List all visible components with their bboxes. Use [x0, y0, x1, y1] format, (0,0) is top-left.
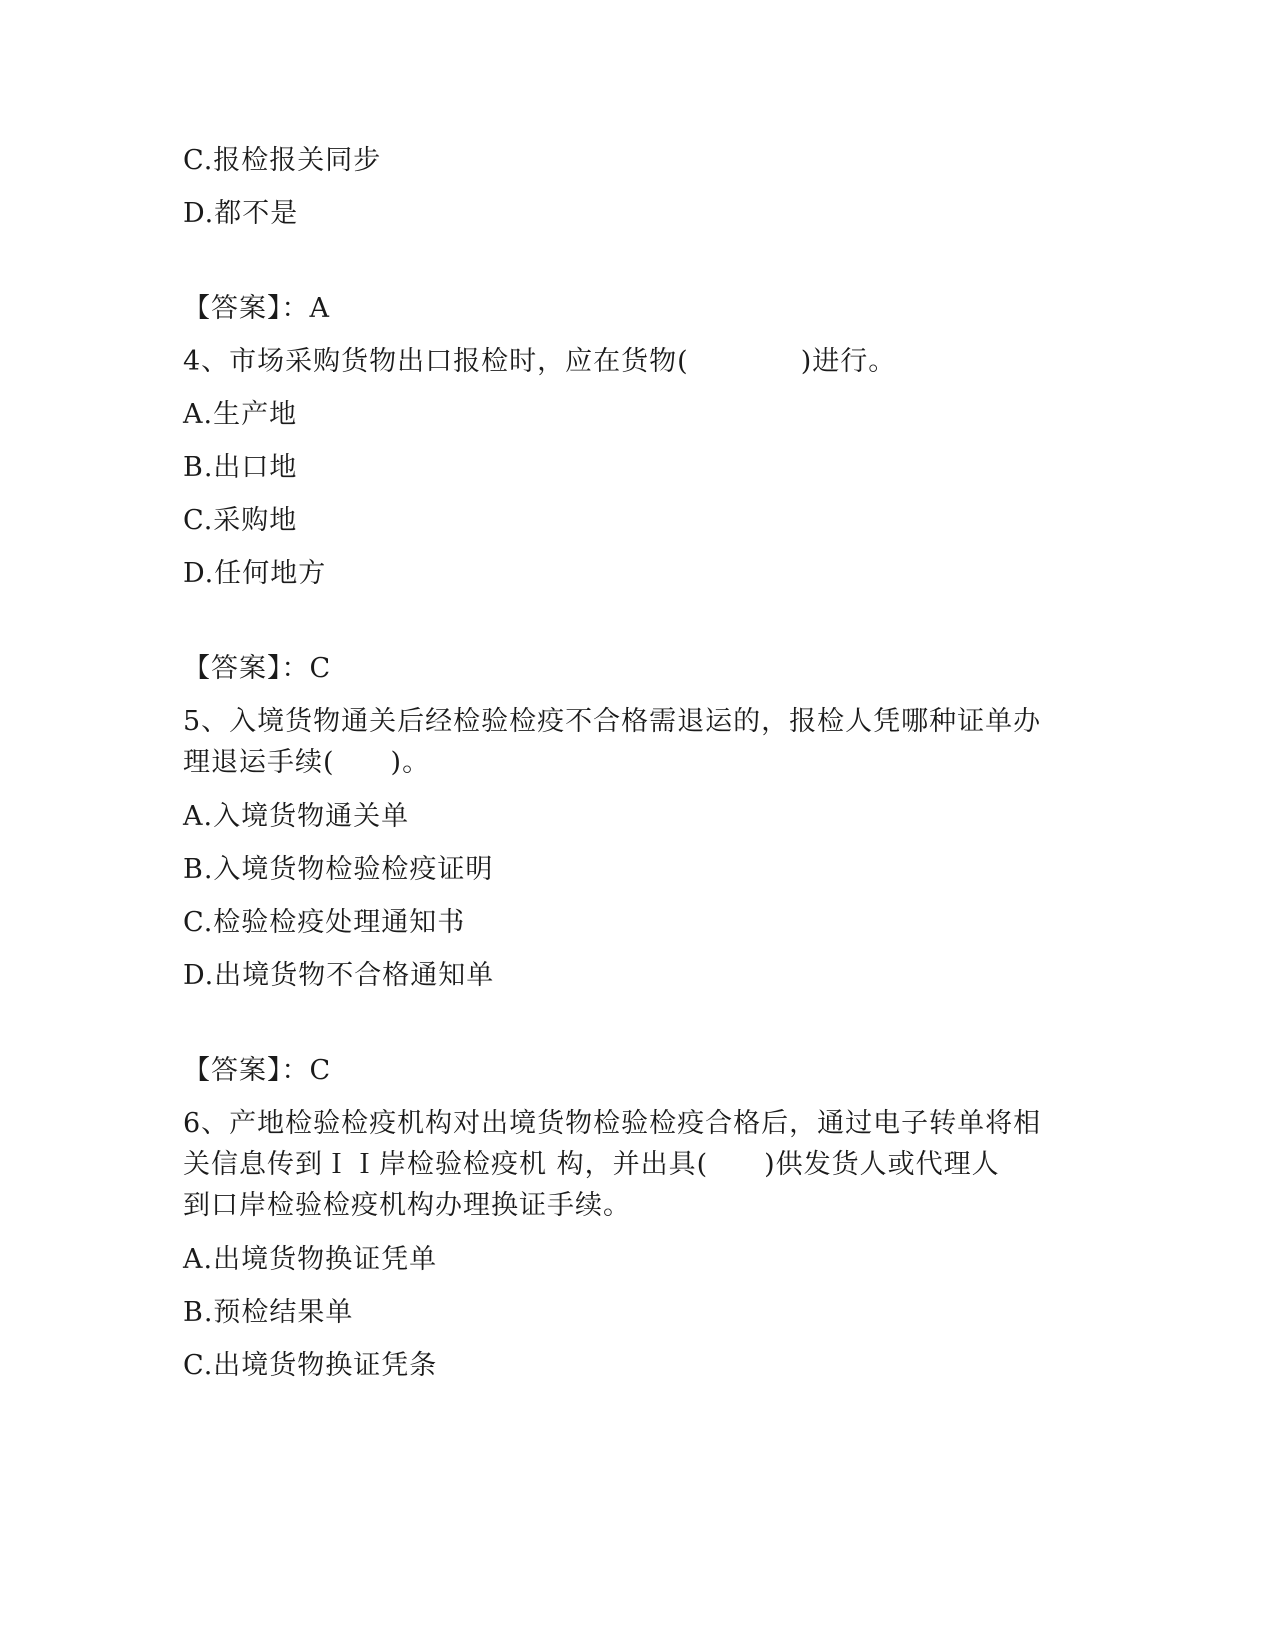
q4-option-c: C.采购地 [183, 505, 298, 536]
q6-stem-line3: 到口岸检验检疫机构办理换证手续。 [183, 1190, 631, 1221]
q4-answer: 【答案】：C [183, 653, 332, 684]
q5-answer: 【答案】：C [183, 1055, 332, 1086]
q4-option-b: B.出口地 [183, 452, 298, 483]
q5-stem-line2: 理退运手续( )。 [183, 747, 431, 778]
q5-option-d: D.出境货物不合格通知单 [183, 960, 495, 991]
q4-option-a: A.生产地 [183, 399, 298, 430]
q6-option-b: B.预检结果单 [183, 1297, 354, 1328]
q5-stem-line1: 5、入境货物通关后经检验检疫不合格需退运的，报检人凭哪种证单办 [183, 706, 1042, 737]
q5-option-a: A.入境货物通关单 [183, 801, 410, 832]
q6-option-c: C.出境货物换证凭条 [183, 1350, 438, 1381]
q3-option-d: D.都不是 [183, 198, 299, 229]
q5-option-b: B.入境货物检验检疫证明 [183, 854, 494, 885]
q4-option-d: D.任何地方 [183, 558, 327, 589]
q6-option-a: A.出境货物换证凭单 [183, 1244, 438, 1275]
q6-stem-line2: 关信息传到ＩＩ岸检验检疫机 构，并出具( )供发货人或代理人 [183, 1149, 1000, 1180]
q5-option-c: C.检验检疫处理通知书 [183, 907, 466, 938]
q3-answer: 【答案】：A [183, 293, 330, 324]
q3-option-c: C.报检报关同步 [183, 145, 382, 176]
q6-stem-line1: 6、产地检验检疫机构对出境货物检验检疫合格后，通过电子转单将相 [183, 1108, 1042, 1139]
q4-stem: 4、市场采购货物出口报检时，应在货物( )进行。 [183, 346, 897, 377]
